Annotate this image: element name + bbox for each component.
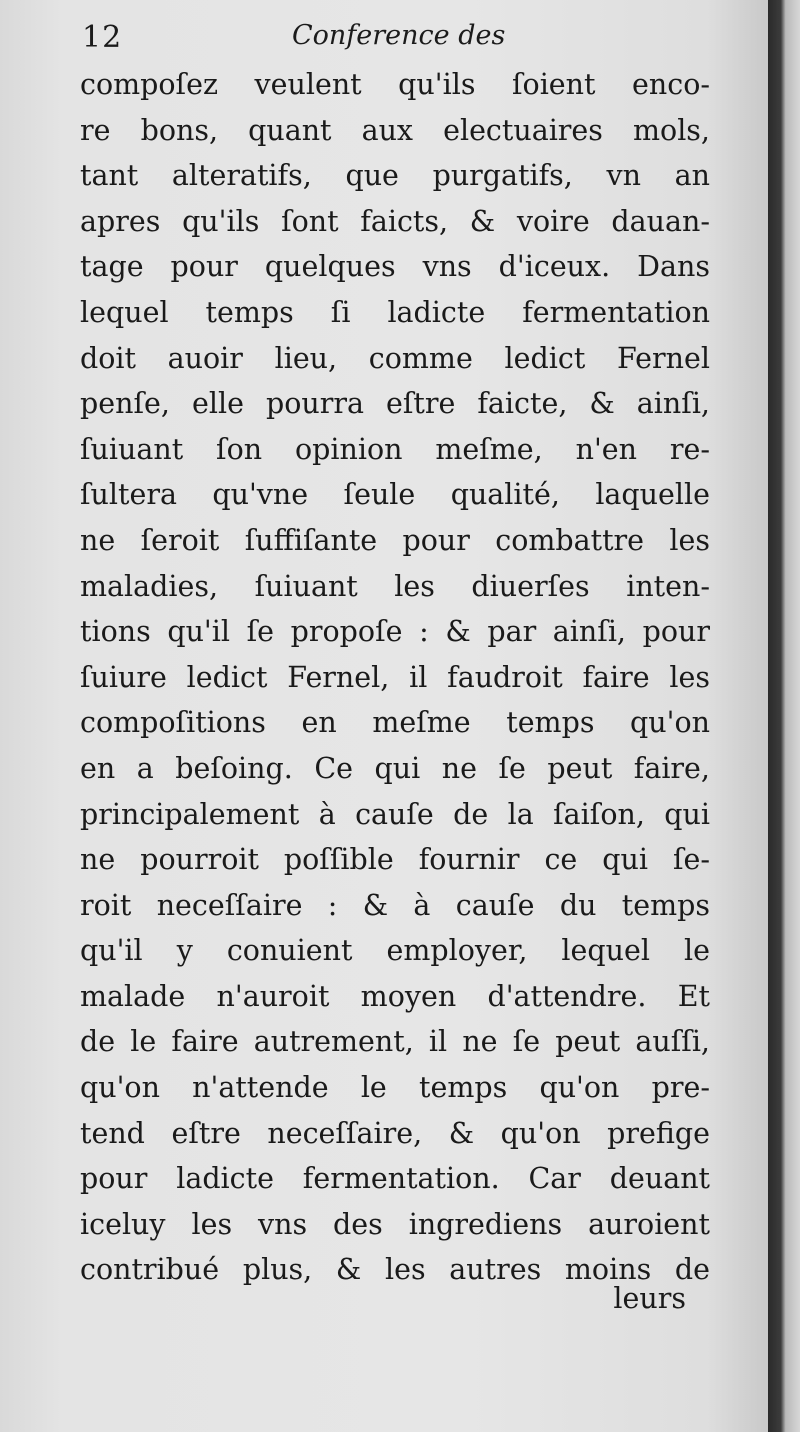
text-line: tend eſtre neceſſaire, & qu'on prefige — [80, 1116, 710, 1150]
page-header — [78, 14, 698, 60]
page-number: 12 — [82, 20, 123, 55]
text-line: ſuiure ledict Fernel, il faudroit faire les — [80, 660, 710, 694]
text-line: compoſez veulent qu'ils ſoient enco- — [80, 68, 710, 101]
text-line: tage pour quelques vns d'iceux. Dans — [80, 250, 710, 284]
text-line: doit auoir lieu, comme ledict Fernel — [80, 341, 710, 375]
text-line: iceluy les vns des ingrediens auroient — [80, 1207, 710, 1241]
text-line: ſuiuant ſon opinion meſme, n'en re- — [80, 432, 710, 466]
text-line: maladies, ſuiuant les diuerſes inten- — [80, 569, 710, 603]
text-line: qu'on n'attende le temps qu'on pre- — [80, 1071, 710, 1105]
text-line: de le faire autrement, il ne ſe peut auſſi, — [80, 1025, 710, 1059]
text-line: lequel temps ſi ladicte fermentation — [80, 295, 710, 329]
text-line: apres qu'ils ſont faicts, & voire dauan- — [80, 204, 710, 238]
running-title: Conference des — [292, 20, 506, 51]
text-line: contribué plus, & les autres moins de — [80, 1253, 710, 1287]
catchword: leurs — [613, 1282, 686, 1315]
text-line: principalement à cauſe de la ſaiſon, qui — [80, 797, 710, 831]
text-line: re bons, quant aux electuaires mols, — [80, 113, 710, 147]
text-line: tant alteratifs, que purgatifs, vn an — [80, 159, 710, 193]
text-line: en a beſoing. Ce qui ne ſe peut faire, — [80, 751, 710, 785]
text-line: roit neceſſaire : & à cauſe du temps — [80, 888, 710, 922]
text-line: penſe, elle pourra eſtre faicte, & ainſi, — [80, 387, 710, 421]
text-line: ne ſeroit ſuffiſante pour combattre les — [80, 523, 710, 557]
text-line: tions qu'il ſe propoſe : & par ainſi, pour — [80, 615, 710, 649]
body-text — [80, 62, 710, 1293]
text-line: compoſitions en meſme temps qu'on — [80, 706, 710, 740]
text-line: malade n'auroit moyen d'attendre. Et — [80, 979, 710, 1013]
text-line: pour ladicte fermentation. Car deuant — [80, 1162, 710, 1196]
text-line: qu'il y conuient employer, lequel le — [80, 934, 710, 968]
text-line: ſultera qu'vne ſeule qualité, laquelle — [80, 478, 710, 512]
page-edge-shadow — [768, 0, 800, 1432]
text-line: ne pourroit poſſible fournir ce qui ſe- — [80, 843, 710, 877]
